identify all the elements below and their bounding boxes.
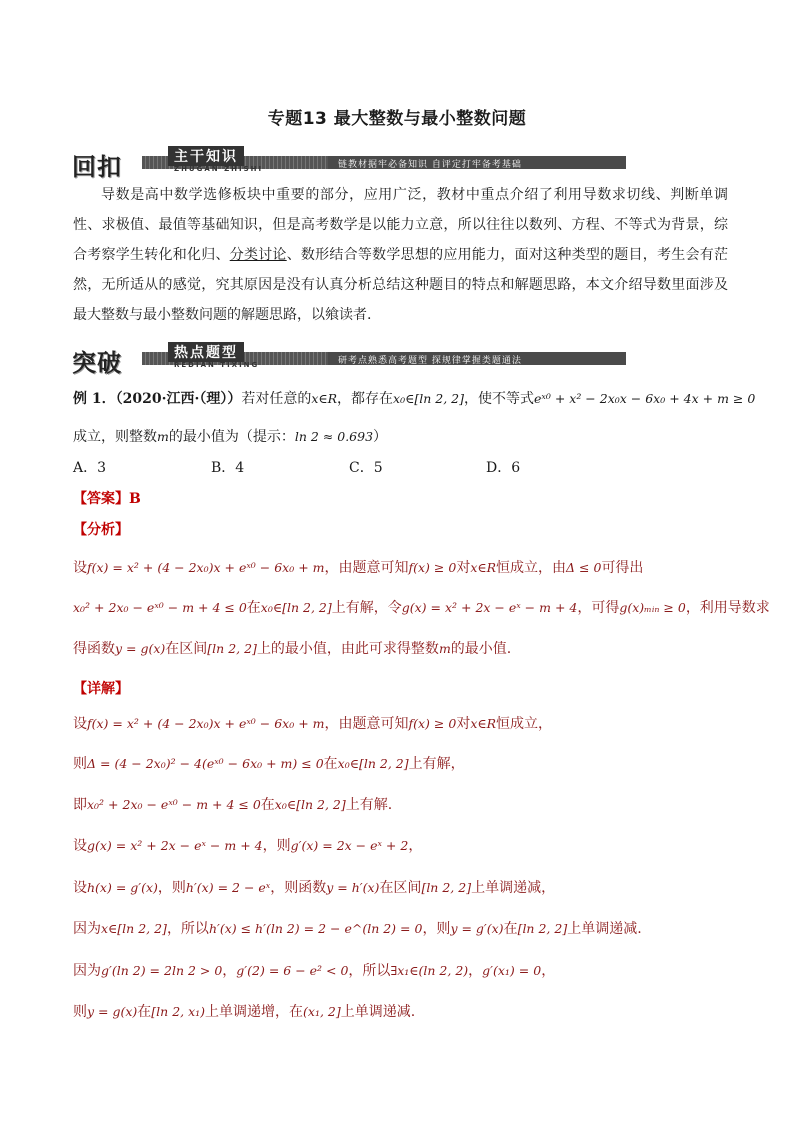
- banner-slogan: 链教材据牢必备知识 自评定打牢备考基础: [338, 160, 522, 170]
- detail-label: 【详解】: [73, 681, 129, 697]
- example-question-line-2: 成立，则整数m的最小值为（提示：ln 2 ≈ 0.693）: [73, 429, 388, 445]
- section-banner-breakthrough: [70, 345, 626, 377]
- banner-pinyin: REDIAN TIXING: [174, 361, 260, 369]
- banner-sub-text: 热点题型: [168, 342, 244, 362]
- answer-label: 【答案】: [73, 491, 129, 507]
- analysis-line-1: 设f(x) = x² + (4 − 2x₀)x + eˣ⁰ − 6x₀ + m，由题意可知f(x) ≥ 0对x∈R恒成立，由Δ ≤ 0可得出: [73, 560, 644, 576]
- answer-value: B: [129, 491, 141, 507]
- detail-line-6: 因为x∈[ln 2, 2]，所以h′(x) ≤ h′(ln 2) = 2 − e^(ln 2) = 0，则y = g′(x)在[ln 2, 2]上单调递减.: [73, 921, 642, 937]
- detail-line-1: 设f(x) = x² + (4 − 2x₀)x + eˣ⁰ − 6x₀ + m，由题意可知f(x) ≥ 0对x∈R恒成立，: [73, 716, 553, 732]
- answer-line: [73, 488, 141, 508]
- intro-link-classification[interactable]: 分类讨论: [229, 247, 287, 263]
- intro-text-2: 、数形结合等数学思想的应用能力，面对这种类型的题目，考生会有茫然，无所适从的感觉，究其原因是没有认真分析总结这种题目的特点和解题思路，本文介绍导数里面涉及最大整数与最小整数问题的解题思路，以飨读者.: [73, 247, 729, 323]
- detail-line-4: 设g(x) = x² + 2x − eˣ − m + 4，则g′(x) = 2x − eˣ + 2，: [73, 838, 423, 854]
- section-banner-review: [70, 149, 626, 181]
- option-a: A．3: [73, 460, 107, 476]
- page-title: 专题13 最大整数与最小整数问题: [267, 109, 527, 129]
- banner-sub-text: 主干知识: [168, 146, 244, 166]
- example-question-line-1: 例 1．（2020·江西·（理））若对任意的x∈R，都存在x₀∈[ln 2, 2]，使不等式eˣ⁰ + x² − 2x₀x − 6x₀ + 4x + m ≥ 0: [73, 391, 756, 407]
- detail-line-5: 设h(x) = g′(x)，则h′(x) = 2 − eˣ，则函数y = h′(x)在区间[ln 2, 2]上单调递减，: [73, 880, 556, 896]
- banner-big-text: 突破: [72, 348, 122, 377]
- banner-slogan: 研考点熟悉高考题型 探规律掌握类题通法: [338, 356, 522, 366]
- option-b: B．4: [211, 460, 245, 476]
- detail-line-2: 则Δ = (4 − 2x₀)² − 4(eˣ⁰ − 6x₀ + m) ≤ 0在x₀∈[ln 2, 2]上有解，: [73, 756, 465, 772]
- example-label: 例 1．（2020·江西·（理））: [73, 391, 242, 407]
- intro-text-1: 导数是高中数学选修板块中重要的部分，应用广泛，教材中重点介绍了利用导数求切线、判断单调性、求极值、最值等基础知识，但是高考数学是以能力立意，所以往往以数列、方程、不等式为背景，综合考察学生转化和化归、: [73, 187, 728, 263]
- banner-big-text: 回扣: [72, 152, 122, 181]
- option-d: D．6: [486, 460, 521, 476]
- option-c: C．5: [349, 460, 383, 476]
- detail-line-7: 因为g′(ln 2) = 2ln 2 > 0，g′(2) = 6 − e² < 0，所以∃x₁∈(ln 2, 2)，g′(x₁) = 0，: [73, 963, 556, 979]
- intro-paragraph: [73, 180, 728, 330]
- detail-line-3: 即x₀² + 2x₀ − eˣ⁰ − m + 4 ≤ 0在x₀∈[ln 2, 2]上有解.: [73, 797, 393, 813]
- analysis-label: 【分析】: [73, 522, 129, 538]
- banner-pinyin: ZHUGAN ZHISHI: [174, 165, 264, 173]
- detail-line-8: 则y = g(x)在[ln 2, x₁)上单调递增，在(x₁, 2]上单调递减.: [73, 1004, 416, 1020]
- analysis-line-3: 得函数y = g(x)在区间[ln 2, 2]上的最小值，由此可求得整数m的最小值.: [73, 641, 512, 657]
- analysis-line-2: x₀² + 2x₀ − eˣ⁰ − m + 4 ≤ 0在x₀∈[ln 2, 2]上有解，令g(x) = x² + 2x − eˣ − m + 4，可得g(x)ₘᵢₙ ≥ 0，利用导数求: [73, 600, 770, 616]
